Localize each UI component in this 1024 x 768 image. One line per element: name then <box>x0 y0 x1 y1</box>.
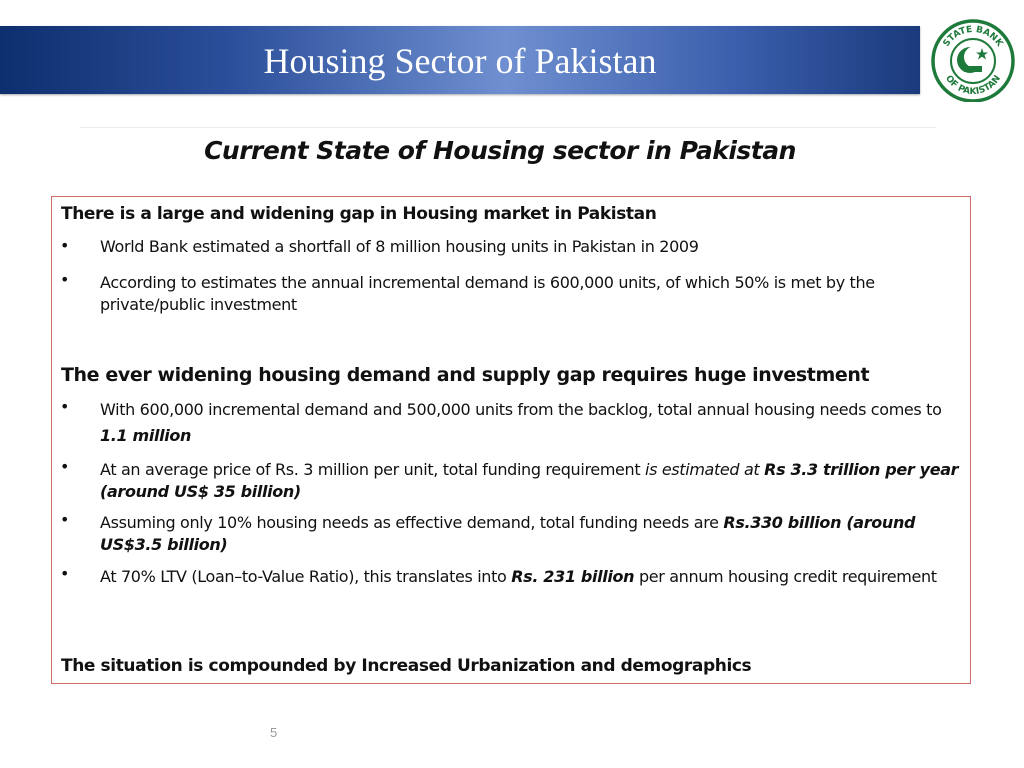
slide-subtitle: Current State of Housing sector in Pakistan <box>204 136 796 165</box>
bullet-annual-needs <box>100 397 962 449</box>
svg-text:OF PAKISTAN: OF PAKISTAN <box>943 73 1003 97</box>
section-heading-investment: The ever widening housing demand and supply gap requires huge investment <box>61 364 870 386</box>
annual-needs-value: 1.1 million <box>100 426 192 445</box>
divider-line <box>80 127 936 128</box>
bullet-icon: • <box>60 510 70 529</box>
bullet-icon: • <box>60 270 70 289</box>
bullet-funding-requirement <box>100 459 962 503</box>
bullet-effective-demand <box>100 512 962 556</box>
bullet-icon: • <box>60 564 70 583</box>
svg-text:STATE BANK: STATE BANK <box>941 24 1005 49</box>
annual-needs-text: With 600,000 incremental demand and 500,000 units from the backlog, total annual housing needs comes to <box>100 400 942 419</box>
bullet-incremental-demand: According to estimates the annual incremental demand is 600,000 units, of which 50% is met by the private/public investment <box>100 273 875 314</box>
bullet-ltv <box>100 566 962 588</box>
bullet-icon: • <box>60 236 70 255</box>
bullet-shortfall: World Bank estimated a shortfall of 8 million housing units in Pakistan in 2009 <box>100 237 699 256</box>
ltv-value: Rs. 231 billion <box>511 567 635 586</box>
funding-estimate-text: is estimated at <box>645 460 765 479</box>
state-bank-seal-icon <box>930 16 1016 102</box>
title-banner <box>0 26 920 94</box>
bullet-icon: • <box>60 457 70 476</box>
ltv-text: At 70% LTV (Loan–to-Value Ratio), this translates into <box>100 567 512 586</box>
section-heading-urbanization: The situation is compounded by Increased Urbanization and demographics <box>61 656 752 676</box>
funding-text: At an average price of Rs. 3 million per unit, total funding requirement <box>100 460 645 479</box>
slide-title: Housing Sector of Pakistan <box>263 41 657 81</box>
ltv-tail: per annum housing credit requirement <box>634 567 937 586</box>
effective-demand-value: Rs.330 billion (around US$3.5 billion) <box>100 513 916 554</box>
effective-demand-text: Assuming only 10% housing needs as effective demand, total funding needs are <box>100 513 724 532</box>
page-number: 5 <box>270 725 278 740</box>
section-heading-gap: There is a large and widening gap in Housing market in Pakistan <box>61 204 657 224</box>
bullet-icon: • <box>60 397 70 416</box>
funding-value: Rs 3.3 trillion per year (around US$ 35 billion) <box>100 460 959 501</box>
